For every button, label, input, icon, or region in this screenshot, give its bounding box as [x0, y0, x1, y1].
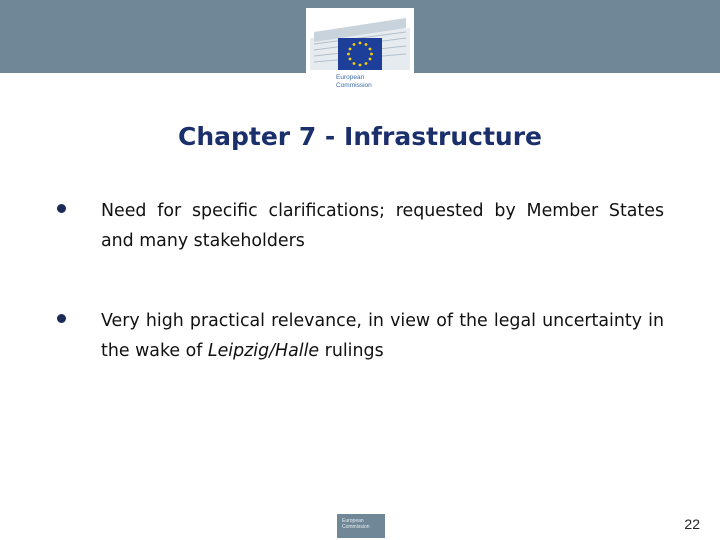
- logo-line-commission: Commission: [336, 82, 372, 89]
- slide-title: Chapter 7 - Infrastructure: [177, 122, 542, 151]
- bullet-text: [101, 306, 664, 366]
- bullet-text-part: rulings: [319, 341, 384, 361]
- berlaymont-building-icon: [306, 8, 414, 74]
- bullet-text: Need for specific clarifications; requested by Member States and many stakeholders: [101, 201, 664, 251]
- bullet-dot-icon: [57, 314, 66, 323]
- footer-logo: [337, 514, 385, 538]
- european-commission-logo: [306, 8, 414, 98]
- footer-logo-text: European Commission: [342, 518, 370, 530]
- logo-text: [336, 74, 372, 90]
- logo-line-european: European: [336, 74, 365, 81]
- bullet-text-italic: Leipzig/Halle: [207, 341, 320, 361]
- page-number: 22: [684, 516, 700, 532]
- bullet-text-part: Very high practical relevance, in view of the legal uncertainty in the wake of: [101, 311, 664, 361]
- bullet-dot-icon: [57, 204, 66, 213]
